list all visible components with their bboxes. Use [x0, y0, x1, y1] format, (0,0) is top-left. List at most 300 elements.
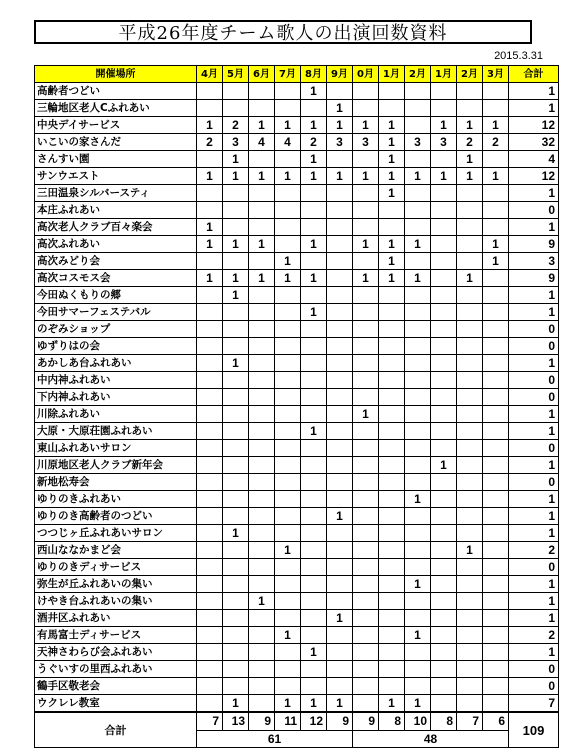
- month-count: [327, 355, 353, 372]
- month-count: [379, 83, 405, 100]
- venue-name: 高齢者つどい: [35, 83, 197, 100]
- month-count: [379, 644, 405, 661]
- table-row: [35, 134, 559, 151]
- month-count: [353, 440, 379, 457]
- month-count: [457, 559, 483, 576]
- month-count: [405, 457, 431, 474]
- month-count: [301, 406, 327, 423]
- month-count: [405, 202, 431, 219]
- month-count: [353, 593, 379, 610]
- month-count: [327, 644, 353, 661]
- month-count: [431, 304, 457, 321]
- month-count: 1: [275, 253, 301, 270]
- month-count: [353, 83, 379, 100]
- monthly-total: 8: [431, 712, 457, 731]
- month-count: [275, 457, 301, 474]
- month-count: [197, 321, 223, 338]
- month-count: [197, 695, 223, 713]
- row-total: 1: [509, 83, 559, 100]
- table-row: [35, 423, 559, 440]
- month-count: [327, 151, 353, 168]
- header-month: 1月: [379, 66, 405, 83]
- month-count: [353, 151, 379, 168]
- month-count: [249, 219, 275, 236]
- month-count: [431, 389, 457, 406]
- header-month: 4月: [197, 66, 223, 83]
- month-count: [431, 83, 457, 100]
- month-count: [197, 423, 223, 440]
- month-count: [457, 219, 483, 236]
- month-count: [379, 661, 405, 678]
- month-count: [379, 576, 405, 593]
- month-count: [405, 440, 431, 457]
- month-count: 1: [379, 253, 405, 270]
- month-count: [353, 321, 379, 338]
- header-venue: 開催場所: [35, 66, 197, 83]
- month-count: [457, 440, 483, 457]
- month-count: 1: [379, 117, 405, 134]
- month-count: [223, 559, 249, 576]
- month-count: [275, 321, 301, 338]
- month-count: [275, 440, 301, 457]
- month-count: [431, 151, 457, 168]
- month-count: [327, 661, 353, 678]
- row-total: 1: [509, 287, 559, 304]
- month-count: [353, 457, 379, 474]
- month-count: [353, 542, 379, 559]
- monthly-total: 11: [275, 712, 301, 731]
- month-count: [483, 423, 509, 440]
- row-total: 1: [509, 593, 559, 610]
- monthly-total: 9: [353, 712, 379, 731]
- monthly-total: 6: [483, 712, 509, 731]
- month-count: [483, 372, 509, 389]
- month-count: [457, 474, 483, 491]
- month-count: [301, 185, 327, 202]
- table-row: [35, 627, 559, 644]
- month-count: [197, 355, 223, 372]
- month-count: [275, 525, 301, 542]
- month-count: 1: [379, 695, 405, 713]
- row-total: 9: [509, 236, 559, 253]
- month-count: [379, 338, 405, 355]
- month-count: [301, 219, 327, 236]
- month-count: 1: [327, 100, 353, 117]
- table-row: [35, 338, 559, 355]
- month-count: [223, 83, 249, 100]
- venue-name: 川除ふれあい: [35, 406, 197, 423]
- venue-name: サンウエスト: [35, 168, 197, 185]
- month-count: [431, 236, 457, 253]
- table-row: [35, 576, 559, 593]
- month-count: 1: [275, 117, 301, 134]
- month-count: [483, 151, 509, 168]
- month-count: 1: [353, 406, 379, 423]
- row-total: 0: [509, 389, 559, 406]
- month-count: [275, 185, 301, 202]
- row-total: 1: [509, 457, 559, 474]
- month-count: [249, 355, 275, 372]
- month-count: [431, 287, 457, 304]
- month-count: [457, 678, 483, 695]
- month-count: [483, 661, 509, 678]
- first-half-total: 61: [197, 731, 353, 748]
- month-count: 1: [405, 695, 431, 713]
- venue-name: けやき台ふれあいの集い: [35, 593, 197, 610]
- venue-name: 今田ぬくもりの郷: [35, 287, 197, 304]
- month-count: [249, 559, 275, 576]
- month-count: [327, 406, 353, 423]
- month-count: [249, 202, 275, 219]
- table-row: [35, 661, 559, 678]
- month-count: [379, 525, 405, 542]
- month-count: [301, 542, 327, 559]
- venue-name: 新地松寿会: [35, 474, 197, 491]
- month-count: [379, 491, 405, 508]
- month-count: [197, 338, 223, 355]
- month-count: [327, 457, 353, 474]
- month-count: 1: [249, 168, 275, 185]
- table-row: [35, 304, 559, 321]
- month-count: [353, 287, 379, 304]
- month-count: [249, 253, 275, 270]
- month-count: [197, 372, 223, 389]
- row-total: 2: [509, 627, 559, 644]
- month-count: 1: [353, 168, 379, 185]
- month-count: 1: [249, 593, 275, 610]
- month-count: 1: [223, 270, 249, 287]
- month-count: [275, 593, 301, 610]
- month-count: [431, 185, 457, 202]
- month-count: [223, 576, 249, 593]
- month-count: [431, 219, 457, 236]
- month-count: 1: [197, 236, 223, 253]
- month-count: [405, 287, 431, 304]
- month-count: 1: [379, 134, 405, 151]
- month-count: [379, 219, 405, 236]
- month-count: [301, 355, 327, 372]
- month-count: [405, 117, 431, 134]
- month-count: [249, 508, 275, 525]
- table-row: [35, 83, 559, 100]
- month-count: [483, 338, 509, 355]
- month-count: [431, 542, 457, 559]
- venue-name: あかしあ台ふれあい: [35, 355, 197, 372]
- row-total: 2: [509, 542, 559, 559]
- venue-name: ゆりのきふれあい: [35, 491, 197, 508]
- month-count: [301, 559, 327, 576]
- venue-name: 酒井区ふれあい: [35, 610, 197, 627]
- month-count: [457, 236, 483, 253]
- month-count: [275, 287, 301, 304]
- month-count: 1: [275, 168, 301, 185]
- month-count: [483, 406, 509, 423]
- month-count: 1: [197, 168, 223, 185]
- month-count: [249, 576, 275, 593]
- month-count: 1: [405, 491, 431, 508]
- month-count: [483, 678, 509, 695]
- month-count: 1: [275, 627, 301, 644]
- month-count: [197, 627, 223, 644]
- month-count: [405, 678, 431, 695]
- month-count: [249, 321, 275, 338]
- month-count: [483, 321, 509, 338]
- month-count: [301, 287, 327, 304]
- venue-name: 高次老人クラブ百々楽会: [35, 219, 197, 236]
- month-count: 1: [457, 168, 483, 185]
- month-count: [275, 372, 301, 389]
- month-count: [483, 491, 509, 508]
- row-total: 1: [509, 355, 559, 372]
- table-row: [35, 695, 559, 713]
- month-count: 1: [405, 627, 431, 644]
- month-count: [327, 678, 353, 695]
- month-count: [431, 661, 457, 678]
- table-row: [35, 270, 559, 287]
- month-count: [327, 389, 353, 406]
- table-row: [35, 372, 559, 389]
- month-count: [327, 627, 353, 644]
- month-count: [249, 644, 275, 661]
- month-count: [483, 83, 509, 100]
- month-count: [353, 253, 379, 270]
- month-count: [457, 287, 483, 304]
- month-count: [483, 100, 509, 117]
- month-count: 1: [275, 542, 301, 559]
- month-count: [197, 610, 223, 627]
- row-total: 0: [509, 661, 559, 678]
- table-row: [35, 678, 559, 695]
- month-count: 1: [327, 695, 353, 713]
- month-count: 1: [249, 236, 275, 253]
- month-count: [223, 508, 249, 525]
- month-count: [457, 304, 483, 321]
- month-count: [301, 202, 327, 219]
- month-count: [457, 491, 483, 508]
- row-total: 1: [509, 610, 559, 627]
- month-count: [197, 304, 223, 321]
- month-count: [197, 202, 223, 219]
- month-count: [223, 202, 249, 219]
- venue-name: さんすい園: [35, 151, 197, 168]
- month-count: [483, 185, 509, 202]
- monthly-total: 12: [301, 712, 327, 731]
- month-count: [405, 100, 431, 117]
- month-count: 1: [405, 270, 431, 287]
- month-count: [275, 576, 301, 593]
- table-row: [35, 491, 559, 508]
- month-count: [379, 542, 405, 559]
- month-count: [327, 321, 353, 338]
- month-count: [223, 440, 249, 457]
- row-total: 1: [509, 100, 559, 117]
- month-count: [223, 491, 249, 508]
- monthly-total: 7: [457, 712, 483, 731]
- month-count: 1: [431, 168, 457, 185]
- month-count: [223, 338, 249, 355]
- row-total: 0: [509, 321, 559, 338]
- month-count: [353, 678, 379, 695]
- monthly-total: 7: [197, 712, 223, 731]
- month-count: [457, 508, 483, 525]
- month-count: [431, 372, 457, 389]
- row-total: 1: [509, 508, 559, 525]
- row-total: 4: [509, 151, 559, 168]
- month-count: [327, 202, 353, 219]
- month-count: 1: [301, 151, 327, 168]
- table-row: [35, 525, 559, 542]
- summary-row-monthly: [35, 712, 559, 731]
- header-month: 3月: [483, 66, 509, 83]
- month-count: [483, 559, 509, 576]
- month-count: [379, 406, 405, 423]
- header-month: 1月: [431, 66, 457, 83]
- month-count: [431, 508, 457, 525]
- row-total: 0: [509, 372, 559, 389]
- venue-name: ゆりのき高齢者のつどい: [35, 508, 197, 525]
- month-count: [405, 610, 431, 627]
- month-count: [327, 338, 353, 355]
- venue-name: ウクレレ教室: [35, 695, 197, 713]
- row-total: 0: [509, 474, 559, 491]
- month-count: [431, 559, 457, 576]
- month-count: [301, 474, 327, 491]
- month-count: [223, 661, 249, 678]
- month-count: [197, 440, 223, 457]
- month-count: [457, 355, 483, 372]
- venue-name: 天神さわらび会ふれあい: [35, 644, 197, 661]
- month-count: [483, 440, 509, 457]
- month-count: [275, 423, 301, 440]
- month-count: [457, 202, 483, 219]
- row-total: 0: [509, 338, 559, 355]
- month-count: [249, 525, 275, 542]
- month-count: [275, 644, 301, 661]
- month-count: [353, 355, 379, 372]
- month-count: [223, 185, 249, 202]
- month-count: [249, 440, 275, 457]
- second-half-total: 48: [353, 731, 509, 748]
- month-count: [327, 372, 353, 389]
- monthly-total: 8: [379, 712, 405, 731]
- month-count: [223, 627, 249, 644]
- month-count: 1: [301, 236, 327, 253]
- month-count: [483, 525, 509, 542]
- month-count: [249, 678, 275, 695]
- month-count: [457, 525, 483, 542]
- month-count: 1: [457, 151, 483, 168]
- month-count: [457, 627, 483, 644]
- table-row: [35, 151, 559, 168]
- month-count: [275, 355, 301, 372]
- month-count: [301, 627, 327, 644]
- month-count: [379, 678, 405, 695]
- month-count: [431, 576, 457, 593]
- row-total: 32: [509, 134, 559, 151]
- month-count: [249, 406, 275, 423]
- month-count: 1: [223, 287, 249, 304]
- month-count: [431, 423, 457, 440]
- month-count: 1: [405, 236, 431, 253]
- month-count: 1: [223, 236, 249, 253]
- month-count: 1: [379, 151, 405, 168]
- month-count: [483, 593, 509, 610]
- month-count: [405, 542, 431, 559]
- month-count: [379, 610, 405, 627]
- row-total: 1: [509, 491, 559, 508]
- venue-name: 高次コスモス会: [35, 270, 197, 287]
- month-count: 1: [197, 117, 223, 134]
- month-count: [405, 355, 431, 372]
- venue-name: 川原地区老人クラブ新年会: [35, 457, 197, 474]
- month-count: [457, 610, 483, 627]
- month-count: [379, 304, 405, 321]
- month-count: [301, 593, 327, 610]
- row-total: 0: [509, 678, 559, 695]
- month-count: [197, 491, 223, 508]
- month-count: [483, 389, 509, 406]
- month-count: [483, 627, 509, 644]
- month-count: 1: [249, 270, 275, 287]
- month-count: [301, 321, 327, 338]
- row-total: 1: [509, 644, 559, 661]
- month-count: [197, 83, 223, 100]
- row-total: 12: [509, 168, 559, 185]
- month-count: 1: [275, 270, 301, 287]
- month-count: [353, 338, 379, 355]
- month-count: [379, 474, 405, 491]
- month-count: [457, 661, 483, 678]
- month-count: 1: [301, 644, 327, 661]
- month-count: [405, 559, 431, 576]
- month-count: 1: [431, 117, 457, 134]
- header-month: 6月: [249, 66, 275, 83]
- month-count: [431, 338, 457, 355]
- month-count: [275, 491, 301, 508]
- month-count: [379, 440, 405, 457]
- month-count: [405, 644, 431, 661]
- row-total: 0: [509, 202, 559, 219]
- venue-name: 西山ななかまど会: [35, 542, 197, 559]
- venue-name: 中央デイサービス: [35, 117, 197, 134]
- month-count: [327, 423, 353, 440]
- month-count: [353, 576, 379, 593]
- month-count: [249, 474, 275, 491]
- month-count: 1: [249, 117, 275, 134]
- month-count: [249, 457, 275, 474]
- month-count: [301, 457, 327, 474]
- month-count: [483, 287, 509, 304]
- month-count: 2: [457, 134, 483, 151]
- month-count: [197, 253, 223, 270]
- month-count: [431, 644, 457, 661]
- month-count: 1: [353, 236, 379, 253]
- month-count: [249, 338, 275, 355]
- month-count: 1: [483, 236, 509, 253]
- month-count: 1: [223, 151, 249, 168]
- month-count: [457, 100, 483, 117]
- month-count: [197, 576, 223, 593]
- month-count: [431, 321, 457, 338]
- month-count: [197, 525, 223, 542]
- month-count: [379, 100, 405, 117]
- month-count: [327, 253, 353, 270]
- month-count: [431, 253, 457, 270]
- month-count: [405, 474, 431, 491]
- month-count: [197, 542, 223, 559]
- month-count: [223, 253, 249, 270]
- monthly-total: 9: [249, 712, 275, 731]
